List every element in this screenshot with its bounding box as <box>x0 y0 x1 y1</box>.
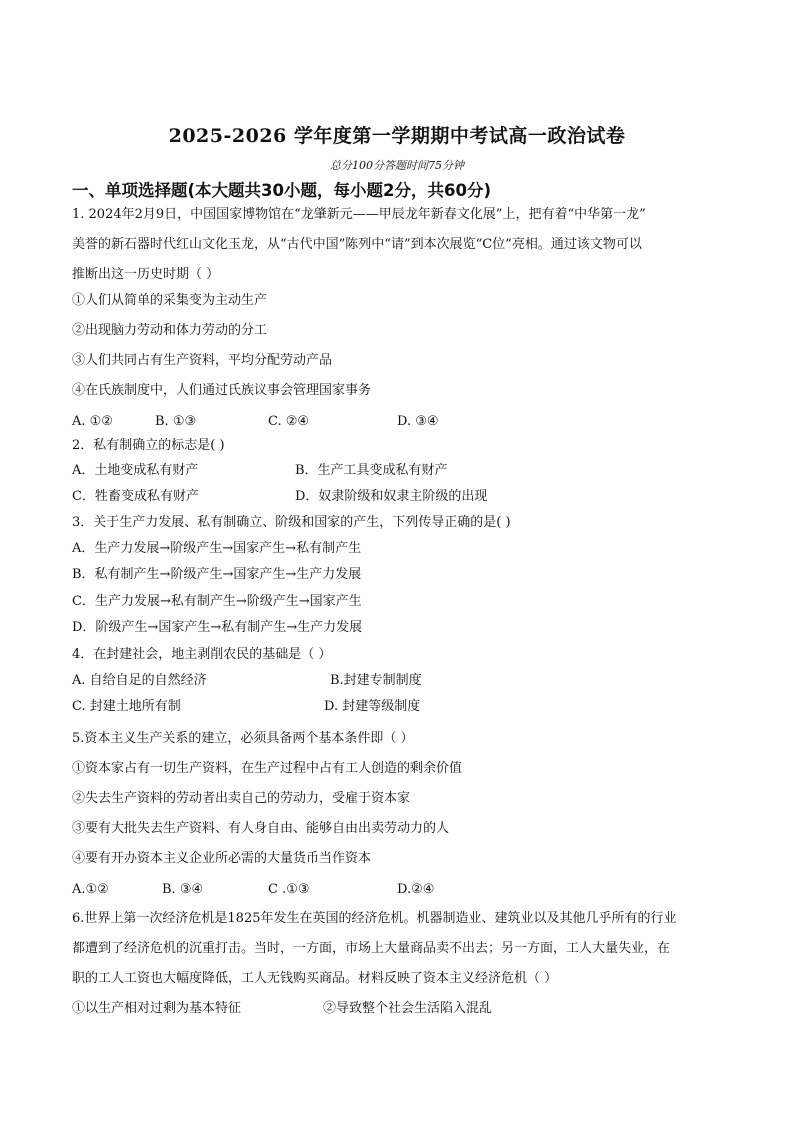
question-3-stem: 3．关于生产力发展、私有制确立、阶级和国家的产生，下列传导正确的是( ) <box>72 515 511 530</box>
question-1-choice-b: B. ①③ <box>155 414 197 429</box>
question-1-choice-d: D. ③④ <box>397 414 439 429</box>
question-1-choice-c: C. ②④ <box>268 414 310 429</box>
question-4-choice-a: A. 自给自足的自然经济 <box>72 673 207 688</box>
exam-title: 2025-2026 学年度第一学期期中考试高一政治试卷 <box>168 125 626 147</box>
question-5-statement-1: ①资本家占有一切生产资料，在生产过程中占有工人创造的剩余价值 <box>72 761 463 776</box>
question-1-statement-1: ①人们从简单的采集变为主动生产 <box>72 293 268 308</box>
question-5-statement-2: ②失去生产资料的劳动者出卖自己的劳动力，受雇于资本家 <box>72 791 411 806</box>
question-5-choice-a: A.①② <box>72 882 109 897</box>
question-4-choice-d: D. 封建等级制度 <box>324 699 421 714</box>
question-5-statement-3: ③要有大批失去生产资料、有人身自由、能够自由出卖劳动力的人 <box>72 821 450 836</box>
question-1-stem-line-2: 美誉的新石器时代红山文化玉龙，从“古代中国”陈列中“请”到本次展览“C位”亮相。通过该文物可以 <box>72 237 642 252</box>
question-1-choice-a: A. ①② <box>72 414 113 429</box>
question-2-choice-a: A．土地变成私有财产 <box>72 463 199 478</box>
question-4-choice-c: C. 封建土地所有制 <box>72 699 181 714</box>
question-2-choice-b: B．生产工具变成私有财产 <box>295 463 448 478</box>
question-2-choice-d: D．奴隶阶级和奴隶主阶级的出现 <box>295 489 488 504</box>
question-5-stem: 5.资本主义生产关系的建立，必须具备两个基本条件即（ ） <box>72 731 414 746</box>
question-1-statement-2: ②出现脑力劳动和体力劳动的分工 <box>72 323 268 338</box>
question-1-stem-line-1: 1. 2024年2月9日，中国国家博物馆在“龙肇新元——甲辰龙年新春文化展”上，把有着“中华第一龙” <box>72 207 646 222</box>
question-3-choice-d: D．阶级产生→国家产生→私有制产生→生产力发展 <box>72 620 363 635</box>
question-6-stem-line-2: 都遭到了经济危机的沉重打击。当时，一方面，市场上大量商品卖不出去；另一方面，工人大量失业，在 <box>72 941 671 956</box>
question-1-statement-4: ④在氏族制度中，人们通过氏族议事会管理国家事务 <box>72 383 372 398</box>
question-5-choice-b: B. ③④ <box>162 882 204 897</box>
question-5-choice-d: D.②④ <box>397 882 435 897</box>
question-4-stem: 4．在封建社会，地主剥削农民的基础是（ ） <box>72 647 332 662</box>
question-5-choice-c: C .①③ <box>268 882 310 897</box>
question-2-stem: 2．私有制确立的标志是( ) <box>72 438 225 453</box>
question-2-choice-c: C．牲畜变成私有财产 <box>72 489 199 504</box>
question-6-stem-line-1: 6.世界上第一次经济危机是1825年发生在英国的经济危机。机器制造业、建筑业以及其他几乎所有的行业 <box>72 911 677 926</box>
question-6-stem-line-3: 职的工人工资也大幅度降低，工人无钱购买商品。材料反映了资本主义经济危机（ ） <box>72 971 558 986</box>
question-1-statement-3: ③人们共同占有生产资料，平均分配劳动产品 <box>72 353 333 368</box>
question-3-choice-a: A．生产力发展→阶级产生→国家产生→私有制产生 <box>72 541 362 556</box>
question-4-choice-b: B.封建专制制度 <box>330 673 422 688</box>
question-5-statement-4: ④要有开办资本主义企业所必需的大量货币当作资本 <box>72 851 372 866</box>
question-1-stem-line-3: 推断出这一历史时期（ ） <box>72 267 220 282</box>
question-3-choice-b: B．私有制产生→阶级产生→国家产生→生产力发展 <box>72 567 362 582</box>
question-3-choice-c: C．生产力发展→私有制产生→阶级产生→国家产生 <box>72 594 362 609</box>
section-heading: 一、单项选择题(本大题共30小题，每小题2分，共60分) <box>72 181 491 200</box>
exam-subtitle: 总分100分答题时间75分钟 <box>330 159 464 172</box>
question-6-statement-1: ①以生产相对过剩为基本特征 <box>72 1001 242 1016</box>
question-6-statement-2: ②导致整个社会生活陷入混乱 <box>323 1001 493 1016</box>
